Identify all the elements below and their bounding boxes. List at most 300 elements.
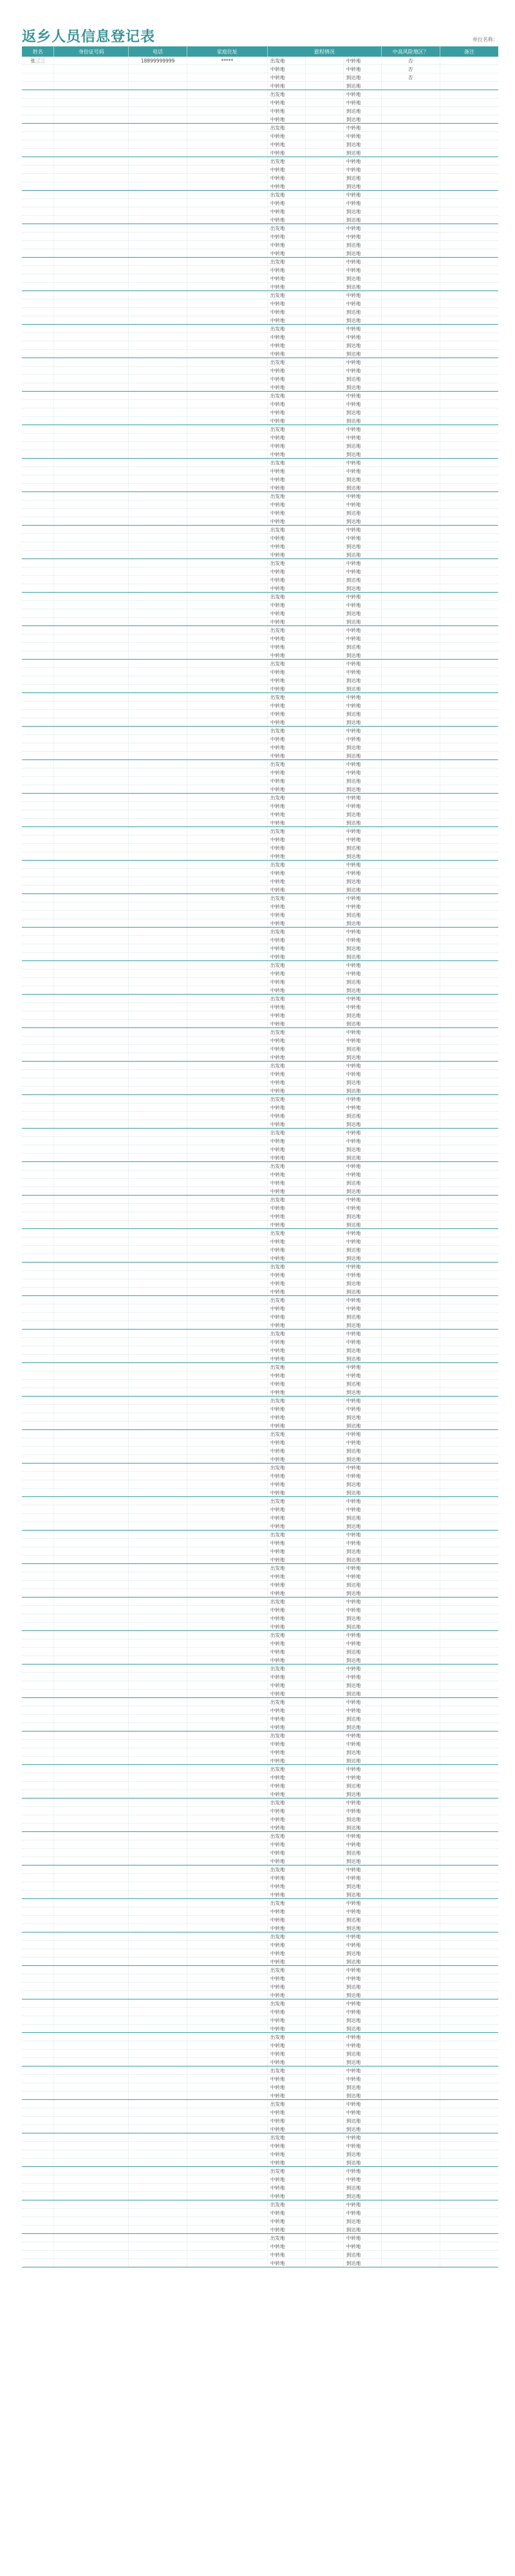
- cell-name[interactable]: [22, 551, 54, 559]
- cell-name[interactable]: [22, 1673, 54, 1681]
- cell-name[interactable]: [22, 1639, 54, 1648]
- cell-trip-spacer[interactable]: [305, 2041, 343, 2050]
- cell-id-number[interactable]: [54, 1514, 129, 1522]
- cell-trip-value[interactable]: 到达地: [343, 919, 381, 928]
- cell-name[interactable]: [22, 911, 54, 919]
- cell-risk-area[interactable]: [381, 844, 440, 852]
- cell-trip-label[interactable]: 中转地: [267, 844, 305, 852]
- cell-name[interactable]: [22, 2075, 54, 2083]
- cell-risk-area[interactable]: [381, 1824, 440, 1832]
- cell-risk-area[interactable]: [381, 1974, 440, 1983]
- cell-address[interactable]: [187, 584, 268, 593]
- cell-trip-value[interactable]: 中转地: [343, 894, 381, 902]
- cell-risk-area[interactable]: [381, 1840, 440, 1849]
- cell-trip-label[interactable]: 中转地: [267, 1179, 305, 1187]
- cell-phone[interactable]: [129, 1924, 187, 1932]
- cell-name[interactable]: [22, 266, 54, 274]
- cell-risk-area[interactable]: [381, 417, 440, 425]
- cell-address[interactable]: [187, 827, 268, 835]
- cell-trip-label[interactable]: 中转地: [267, 584, 305, 593]
- cell-name[interactable]: [22, 1690, 54, 1698]
- cell-trip-spacer[interactable]: [305, 601, 343, 609]
- cell-phone[interactable]: [129, 207, 187, 216]
- cell-risk-area[interactable]: [381, 174, 440, 182]
- cell-trip-spacer[interactable]: [305, 1623, 343, 1631]
- cell-remarks[interactable]: [440, 1380, 498, 1388]
- cell-phone[interactable]: [129, 2200, 187, 2209]
- cell-name[interactable]: [22, 1840, 54, 1849]
- cell-address[interactable]: [187, 810, 268, 819]
- cell-trip-value[interactable]: 到达地: [343, 107, 381, 115]
- cell-phone[interactable]: [129, 1706, 187, 1715]
- cell-address[interactable]: [187, 785, 268, 794]
- cell-phone[interactable]: [129, 1154, 187, 1162]
- cell-risk-area[interactable]: [381, 1480, 440, 1489]
- cell-name[interactable]: [22, 2217, 54, 2226]
- cell-remarks[interactable]: [440, 919, 498, 928]
- cell-risk-area[interactable]: [381, 82, 440, 90]
- cell-trip-label[interactable]: 出发地: [267, 224, 305, 233]
- cell-id-number[interactable]: [54, 609, 129, 618]
- cell-trip-label[interactable]: 中转地: [267, 2050, 305, 2058]
- cell-id-number[interactable]: [54, 2192, 129, 2200]
- cell-trip-value[interactable]: 到达地: [343, 1355, 381, 1363]
- cell-remarks[interactable]: [440, 1698, 498, 1706]
- cell-trip-value[interactable]: 中转地: [343, 969, 381, 978]
- cell-trip-spacer[interactable]: [305, 233, 343, 241]
- cell-id-number[interactable]: [54, 1932, 129, 1941]
- cell-trip-label[interactable]: 中转地: [267, 1539, 305, 1547]
- cell-risk-area[interactable]: [381, 115, 440, 124]
- cell-trip-value[interactable]: 中转地: [343, 2100, 381, 2108]
- cell-trip-value[interactable]: 中转地: [343, 1706, 381, 1715]
- cell-name[interactable]: [22, 1464, 54, 1472]
- cell-trip-value[interactable]: 中转地: [343, 1807, 381, 1815]
- cell-trip-label[interactable]: 出发地: [267, 1732, 305, 1740]
- cell-trip-value[interactable]: 到达地: [343, 1254, 381, 1263]
- cell-trip-label[interactable]: 中转地: [267, 1748, 305, 1757]
- cell-remarks[interactable]: [440, 1062, 498, 1070]
- cell-trip-value[interactable]: 中转地: [343, 358, 381, 367]
- cell-risk-area[interactable]: [381, 1899, 440, 1907]
- cell-id-number[interactable]: [54, 768, 129, 777]
- cell-phone[interactable]: [129, 1480, 187, 1489]
- cell-risk-area[interactable]: [381, 701, 440, 710]
- cell-trip-spacer[interactable]: [305, 157, 343, 166]
- cell-id-number[interactable]: [54, 584, 129, 593]
- cell-trip-spacer[interactable]: [305, 1899, 343, 1907]
- cell-trip-label[interactable]: 出发地: [267, 559, 305, 568]
- cell-risk-area[interactable]: [381, 1983, 440, 1991]
- cell-trip-label[interactable]: 出发地: [267, 258, 305, 266]
- cell-trip-value[interactable]: 到达地: [343, 350, 381, 358]
- cell-trip-value[interactable]: 中转地: [343, 995, 381, 1003]
- cell-risk-area[interactable]: [381, 1882, 440, 1891]
- cell-risk-area[interactable]: [381, 99, 440, 107]
- cell-trip-spacer[interactable]: [305, 894, 343, 902]
- cell-id-number[interactable]: [54, 1447, 129, 1455]
- cell-phone[interactable]: [129, 115, 187, 124]
- cell-trip-value[interactable]: 中转地: [343, 1263, 381, 1271]
- cell-trip-spacer[interactable]: [305, 367, 343, 375]
- cell-trip-label[interactable]: 中转地: [267, 1078, 305, 1087]
- cell-name[interactable]: [22, 115, 54, 124]
- cell-address[interactable]: [187, 1003, 268, 1011]
- cell-trip-label[interactable]: 出发地: [267, 861, 305, 869]
- cell-id-number[interactable]: [54, 2075, 129, 2083]
- cell-id-number[interactable]: [54, 2033, 129, 2041]
- cell-id-number[interactable]: [54, 249, 129, 258]
- cell-trip-label[interactable]: 出发地: [267, 2033, 305, 2041]
- cell-trip-spacer[interactable]: [305, 1505, 343, 1514]
- cell-trip-spacer[interactable]: [305, 350, 343, 358]
- cell-trip-label[interactable]: 出发地: [267, 425, 305, 434]
- cell-name[interactable]: [22, 1606, 54, 1614]
- cell-id-number[interactable]: [54, 643, 129, 651]
- cell-id-number[interactable]: [54, 459, 129, 467]
- cell-name[interactable]: [22, 2117, 54, 2125]
- cell-trip-value[interactable]: 到达地: [343, 2184, 381, 2192]
- cell-name[interactable]: [22, 1271, 54, 1279]
- cell-address[interactable]: [187, 2226, 268, 2234]
- cell-risk-area[interactable]: [381, 1857, 440, 1865]
- cell-risk-area[interactable]: [381, 2175, 440, 2184]
- cell-trip-label[interactable]: 中转地: [267, 249, 305, 258]
- cell-trip-spacer[interactable]: [305, 1874, 343, 1882]
- cell-id-number[interactable]: [54, 501, 129, 509]
- cell-trip-label[interactable]: 中转地: [267, 442, 305, 450]
- cell-trip-spacer[interactable]: [305, 651, 343, 660]
- cell-phone[interactable]: [129, 1891, 187, 1899]
- cell-name[interactable]: [22, 1732, 54, 1740]
- cell-id-number[interactable]: [54, 752, 129, 760]
- cell-risk-area[interactable]: [381, 1397, 440, 1405]
- cell-phone[interactable]: [129, 2242, 187, 2251]
- cell-address[interactable]: [187, 685, 268, 693]
- cell-phone[interactable]: [129, 1095, 187, 1103]
- cell-risk-area[interactable]: [381, 568, 440, 576]
- cell-remarks[interactable]: [440, 2033, 498, 2041]
- cell-trip-value[interactable]: 到达地: [343, 1815, 381, 1824]
- cell-trip-label[interactable]: 中转地: [267, 542, 305, 551]
- cell-trip-label[interactable]: 中转地: [267, 333, 305, 341]
- cell-trip-label[interactable]: 中转地: [267, 1380, 305, 1388]
- cell-trip-label[interactable]: 中转地: [267, 1522, 305, 1531]
- cell-id-number[interactable]: [54, 1346, 129, 1355]
- cell-id-number[interactable]: [54, 1715, 129, 1723]
- cell-trip-value[interactable]: 中转地: [343, 1162, 381, 1170]
- cell-trip-spacer[interactable]: [305, 216, 343, 224]
- cell-name[interactable]: [22, 224, 54, 233]
- cell-phone[interactable]: [129, 459, 187, 467]
- cell-phone[interactable]: [129, 1020, 187, 1028]
- cell-phone[interactable]: [129, 1849, 187, 1857]
- cell-address[interactable]: [187, 1598, 268, 1606]
- cell-remarks[interactable]: [440, 333, 498, 341]
- cell-address[interactable]: [187, 2025, 268, 2033]
- cell-id-number[interactable]: [54, 191, 129, 199]
- cell-trip-value[interactable]: 中转地: [343, 434, 381, 442]
- cell-risk-area[interactable]: [381, 1313, 440, 1321]
- cell-phone[interactable]: [129, 626, 187, 634]
- cell-risk-area[interactable]: [381, 2066, 440, 2075]
- cell-risk-area[interactable]: [381, 986, 440, 995]
- cell-trip-value[interactable]: 到达地: [343, 1279, 381, 1288]
- cell-id-number[interactable]: [54, 333, 129, 341]
- cell-trip-spacer[interactable]: [305, 961, 343, 969]
- cell-trip-value[interactable]: 到达地: [343, 149, 381, 157]
- cell-trip-label[interactable]: 中转地: [267, 1137, 305, 1145]
- cell-id-number[interactable]: [54, 1547, 129, 1556]
- cell-phone[interactable]: [129, 325, 187, 333]
- cell-trip-value[interactable]: 到达地: [343, 274, 381, 283]
- cell-address[interactable]: [187, 1782, 268, 1790]
- cell-trip-spacer[interactable]: [305, 1891, 343, 1899]
- cell-risk-area[interactable]: [381, 316, 440, 325]
- cell-id-number[interactable]: [54, 1673, 129, 1681]
- cell-id-number[interactable]: [54, 2083, 129, 2092]
- cell-phone[interactable]: [129, 1757, 187, 1765]
- cell-remarks[interactable]: [440, 316, 498, 325]
- cell-remarks[interactable]: [440, 718, 498, 727]
- cell-trip-spacer[interactable]: [305, 1380, 343, 1388]
- cell-address[interactable]: [187, 1564, 268, 1572]
- cell-remarks[interactable]: [440, 936, 498, 944]
- cell-id-number[interactable]: [54, 1757, 129, 1765]
- cell-address[interactable]: [187, 1882, 268, 1891]
- cell-risk-area[interactable]: [381, 1472, 440, 1480]
- cell-remarks[interactable]: [440, 2242, 498, 2251]
- cell-trip-label[interactable]: 中转地: [267, 1773, 305, 1782]
- cell-risk-area[interactable]: [381, 1531, 440, 1539]
- cell-risk-area[interactable]: [381, 1849, 440, 1857]
- cell-phone[interactable]: [129, 2226, 187, 2234]
- cell-name[interactable]: [22, 1112, 54, 1120]
- cell-phone[interactable]: [129, 827, 187, 835]
- cell-name[interactable]: [22, 1932, 54, 1941]
- cell-name[interactable]: [22, 1991, 54, 1999]
- cell-remarks[interactable]: [440, 149, 498, 157]
- cell-name[interactable]: [22, 1614, 54, 1623]
- cell-address[interactable]: [187, 1639, 268, 1648]
- cell-trip-spacer[interactable]: [305, 182, 343, 191]
- cell-risk-area[interactable]: [381, 1179, 440, 1187]
- cell-trip-value[interactable]: 中转地: [343, 869, 381, 877]
- cell-trip-label[interactable]: 中转地: [267, 1170, 305, 1179]
- cell-phone[interactable]: [129, 341, 187, 350]
- cell-address[interactable]: [187, 1547, 268, 1556]
- cell-phone[interactable]: [129, 216, 187, 224]
- cell-name[interactable]: [22, 392, 54, 400]
- cell-address[interactable]: [187, 1572, 268, 1581]
- cell-trip-value[interactable]: 中转地: [343, 1062, 381, 1070]
- cell-phone[interactable]: [129, 1413, 187, 1422]
- cell-name[interactable]: [22, 1748, 54, 1757]
- cell-risk-area[interactable]: [381, 1321, 440, 1330]
- cell-phone[interactable]: [129, 400, 187, 408]
- cell-risk-area[interactable]: [381, 718, 440, 727]
- cell-id-number[interactable]: [54, 124, 129, 132]
- cell-trip-spacer[interactable]: [305, 1748, 343, 1757]
- cell-address[interactable]: [187, 1539, 268, 1547]
- cell-remarks[interactable]: [440, 2167, 498, 2175]
- cell-name[interactable]: [22, 1656, 54, 1665]
- cell-name[interactable]: [22, 1865, 54, 1874]
- cell-risk-area[interactable]: [381, 584, 440, 593]
- cell-trip-value[interactable]: 到达地: [343, 1380, 381, 1388]
- cell-remarks[interactable]: [440, 1531, 498, 1539]
- cell-trip-label[interactable]: 中转地: [267, 1355, 305, 1363]
- cell-trip-label[interactable]: 中转地: [267, 207, 305, 216]
- cell-name[interactable]: [22, 1229, 54, 1237]
- cell-phone[interactable]: [129, 174, 187, 182]
- cell-phone[interactable]: [129, 1840, 187, 1849]
- cell-trip-spacer[interactable]: [305, 1480, 343, 1489]
- cell-trip-spacer[interactable]: [305, 2125, 343, 2133]
- cell-name[interactable]: [22, 1715, 54, 1723]
- cell-address[interactable]: [187, 1966, 268, 1974]
- cell-id-number[interactable]: [54, 383, 129, 392]
- cell-name[interactable]: [22, 1237, 54, 1246]
- cell-risk-area[interactable]: [381, 2058, 440, 2066]
- cell-id-number[interactable]: [54, 2242, 129, 2251]
- cell-name[interactable]: [22, 1857, 54, 1865]
- cell-phone[interactable]: [129, 1070, 187, 1078]
- cell-trip-value[interactable]: 到达地: [343, 1924, 381, 1932]
- cell-address[interactable]: [187, 1279, 268, 1288]
- cell-trip-value[interactable]: 到达地: [343, 1690, 381, 1698]
- cell-risk-area[interactable]: [381, 308, 440, 316]
- cell-remarks[interactable]: [440, 1011, 498, 1020]
- cell-trip-label[interactable]: 出发地: [267, 1464, 305, 1472]
- cell-id-number[interactable]: [54, 1572, 129, 1581]
- cell-phone[interactable]: [129, 819, 187, 827]
- cell-trip-value[interactable]: 到达地: [343, 752, 381, 760]
- cell-id-number[interactable]: [54, 1103, 129, 1112]
- cell-trip-spacer[interactable]: [305, 1773, 343, 1782]
- cell-remarks[interactable]: [440, 2251, 498, 2259]
- cell-trip-label[interactable]: 出发地: [267, 1363, 305, 1371]
- cell-name[interactable]: [22, 618, 54, 626]
- cell-risk-area[interactable]: [381, 576, 440, 584]
- cell-address[interactable]: [187, 475, 268, 484]
- cell-address[interactable]: [187, 400, 268, 408]
- cell-id-number[interactable]: [54, 283, 129, 291]
- cell-address[interactable]: [187, 509, 268, 517]
- cell-trip-spacer[interactable]: [305, 1698, 343, 1706]
- cell-id-number[interactable]: [54, 132, 129, 140]
- cell-phone[interactable]: [129, 593, 187, 601]
- cell-trip-label[interactable]: 中转地: [267, 1480, 305, 1489]
- cell-trip-label[interactable]: 出发地: [267, 660, 305, 668]
- cell-id-number[interactable]: [54, 1882, 129, 1891]
- cell-phone[interactable]: [129, 1899, 187, 1907]
- cell-remarks[interactable]: [440, 417, 498, 425]
- cell-phone[interactable]: [129, 953, 187, 961]
- cell-name[interactable]: [22, 1062, 54, 1070]
- cell-phone[interactable]: [129, 1589, 187, 1598]
- cell-risk-area[interactable]: [381, 2008, 440, 2016]
- cell-trip-label[interactable]: 中转地: [267, 819, 305, 827]
- cell-risk-area[interactable]: [381, 408, 440, 417]
- cell-remarks[interactable]: [440, 969, 498, 978]
- cell-name[interactable]: [22, 2100, 54, 2108]
- cell-trip-spacer[interactable]: [305, 2167, 343, 2175]
- cell-trip-value[interactable]: 到达地: [343, 2259, 381, 2267]
- cell-trip-label[interactable]: 中转地: [267, 1489, 305, 1497]
- cell-remarks[interactable]: [440, 1321, 498, 1330]
- cell-id-number[interactable]: [54, 1631, 129, 1639]
- cell-phone[interactable]: [129, 1196, 187, 1204]
- cell-trip-spacer[interactable]: [305, 2133, 343, 2142]
- cell-risk-area[interactable]: [381, 1355, 440, 1363]
- cell-risk-area[interactable]: [381, 1916, 440, 1924]
- cell-name[interactable]: [22, 526, 54, 534]
- cell-address[interactable]: [187, 1974, 268, 1983]
- cell-risk-area[interactable]: [381, 325, 440, 333]
- cell-trip-label[interactable]: 中转地: [267, 199, 305, 207]
- cell-trip-label[interactable]: 中转地: [267, 835, 305, 844]
- cell-remarks[interactable]: [440, 501, 498, 509]
- cell-id-number[interactable]: [54, 1112, 129, 1120]
- cell-trip-value[interactable]: 到达地: [343, 576, 381, 584]
- cell-trip-spacer[interactable]: [305, 1497, 343, 1505]
- cell-trip-label[interactable]: 中转地: [267, 1288, 305, 1296]
- cell-address[interactable]: [187, 1849, 268, 1857]
- cell-trip-value[interactable]: 到达地: [343, 383, 381, 392]
- cell-id-number[interactable]: [54, 877, 129, 886]
- cell-remarks[interactable]: [440, 693, 498, 701]
- cell-risk-area[interactable]: [381, 911, 440, 919]
- cell-name[interactable]: [22, 2200, 54, 2209]
- cell-name[interactable]: [22, 1505, 54, 1514]
- cell-trip-value[interactable]: 到达地: [343, 777, 381, 785]
- cell-remarks[interactable]: [440, 2184, 498, 2192]
- cell-name[interactable]: [22, 969, 54, 978]
- cell-id-number[interactable]: [54, 1681, 129, 1690]
- cell-phone[interactable]: [129, 1614, 187, 1623]
- cell-risk-area[interactable]: [381, 1447, 440, 1455]
- cell-risk-area[interactable]: [381, 1162, 440, 1170]
- cell-address[interactable]: [187, 1740, 268, 1748]
- cell-id-number[interactable]: [54, 1690, 129, 1698]
- cell-trip-spacer[interactable]: [305, 995, 343, 1003]
- cell-trip-label[interactable]: 出发地: [267, 526, 305, 534]
- cell-address[interactable]: [187, 1095, 268, 1103]
- cell-risk-area[interactable]: [381, 1271, 440, 1279]
- cell-risk-area[interactable]: [381, 1020, 440, 1028]
- cell-id-number[interactable]: [54, 450, 129, 459]
- cell-address[interactable]: [187, 626, 268, 634]
- cell-remarks[interactable]: [440, 1715, 498, 1723]
- cell-id-number[interactable]: [54, 233, 129, 241]
- cell-trip-spacer[interactable]: [305, 1522, 343, 1531]
- cell-name[interactable]: [22, 978, 54, 986]
- cell-address[interactable]: [187, 835, 268, 844]
- cell-remarks[interactable]: [440, 1296, 498, 1304]
- cell-trip-spacer[interactable]: [305, 1581, 343, 1589]
- cell-remarks[interactable]: [440, 1246, 498, 1254]
- cell-trip-label[interactable]: 出发地: [267, 1899, 305, 1907]
- cell-address[interactable]: [187, 1999, 268, 2008]
- cell-address[interactable]: [187, 333, 268, 341]
- cell-id-number[interactable]: [54, 1983, 129, 1991]
- cell-name[interactable]: [22, 1598, 54, 1606]
- cell-phone[interactable]: [129, 99, 187, 107]
- cell-name[interactable]: [22, 1999, 54, 2008]
- cell-risk-area[interactable]: [381, 1045, 440, 1053]
- cell-address[interactable]: [187, 2175, 268, 2184]
